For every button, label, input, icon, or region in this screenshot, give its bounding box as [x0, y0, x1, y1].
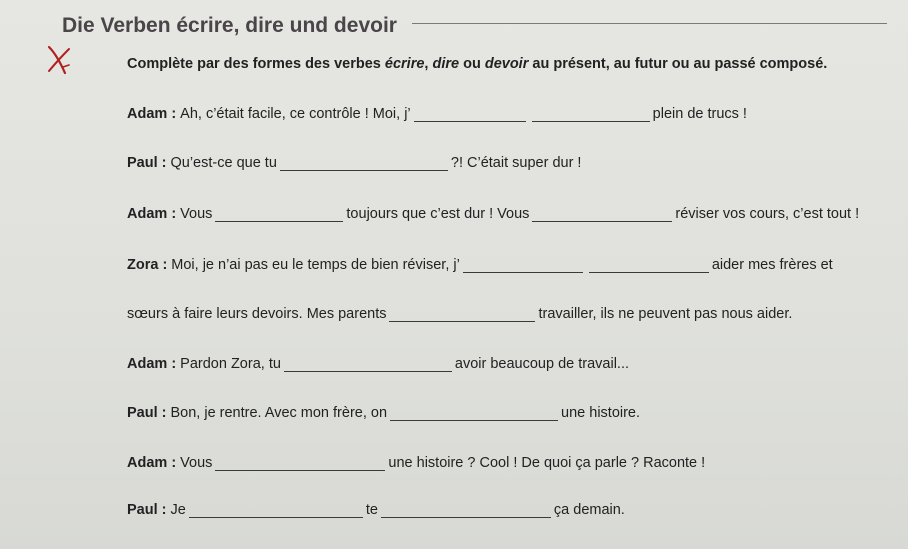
- answer-blank[interactable]: [589, 258, 709, 273]
- answer-blank[interactable]: [532, 107, 650, 122]
- line-text: Vous: [180, 206, 213, 222]
- line-text: ça demain.: [553, 502, 625, 518]
- answer-blank[interactable]: [381, 503, 551, 518]
- verb-ecrire: écrire: [384, 56, 425, 72]
- instruction-sep2: ou: [459, 56, 485, 72]
- line-text: plein de trucs !: [652, 106, 747, 122]
- line-text: réviser vos cours, c’est tout !: [675, 206, 860, 222]
- answer-blank[interactable]: [414, 107, 526, 122]
- verb-devoir: devoir: [484, 56, 529, 72]
- dialogue-line-3: [127, 206, 859, 222]
- line-text: toujours que c’est dur ! Vous: [346, 206, 530, 222]
- answer-blank[interactable]: [189, 503, 363, 518]
- answer-blank[interactable]: [463, 258, 583, 273]
- instruction-text: [127, 56, 827, 72]
- speaker-label: Adam :: [127, 206, 177, 222]
- answer-blank[interactable]: [532, 207, 672, 222]
- verb-dire: dire: [432, 56, 460, 72]
- line-text: ?! C’était super dur !: [450, 155, 582, 171]
- line-text: Qu’est-ce que tu: [170, 155, 277, 171]
- dialogue-line-6: [127, 356, 629, 372]
- dialogue-line-4: [127, 257, 833, 273]
- answer-blank[interactable]: [215, 207, 343, 222]
- dialogue-line-9: [127, 502, 625, 518]
- line-text: sœurs à faire leurs devoirs. Mes parents: [127, 306, 387, 322]
- line-text: aider mes frères et: [711, 257, 833, 273]
- line-text: Ah, c’était facile, ce contrôle ! Moi, j’: [180, 106, 411, 122]
- dialogue-line-2: [127, 155, 581, 171]
- answer-blank[interactable]: [390, 406, 558, 421]
- line-text: te: [365, 502, 378, 518]
- answer-blank[interactable]: [284, 357, 452, 372]
- speaker-label: Adam :: [127, 106, 177, 122]
- line-text: Vous: [180, 455, 213, 471]
- line-text: une histoire.: [561, 405, 641, 421]
- line-text: Bon, je rentre. Avec mon frère, on: [170, 405, 388, 421]
- answer-blank[interactable]: [389, 307, 535, 322]
- instruction-prefix: Complète par des formes des verbes: [127, 56, 385, 72]
- dialogue-line-7: [127, 405, 640, 421]
- dialogue-line-1: [127, 106, 747, 122]
- line-text: Moi, je n’ai pas eu le temps de bien réviser, j’: [171, 257, 460, 273]
- instruction-suffix: au présent, au futur ou au passé composé.: [528, 56, 828, 72]
- speaker-label: Paul :: [127, 405, 167, 421]
- instruction-sep1: ,: [424, 56, 433, 72]
- speaker-label: Adam :: [127, 455, 177, 471]
- dialogue-line-8: [127, 455, 705, 471]
- line-text: une histoire ? Cool ! De quoi ça parle ? Raconte !: [388, 455, 706, 471]
- exercise-title: Die Verben écrire, dire und devoir: [62, 14, 397, 37]
- speaker-label: Paul :: [127, 502, 167, 518]
- speaker-label: Adam :: [127, 356, 177, 372]
- line-text: travailler, ils ne peuvent pas nous aider.: [538, 306, 793, 322]
- line-text: Pardon Zora, tu: [180, 356, 281, 372]
- red-check-mark-icon: [43, 43, 75, 79]
- speaker-label: Paul :: [127, 155, 167, 171]
- dialogue-line-5: [127, 306, 792, 322]
- answer-blank[interactable]: [280, 156, 448, 171]
- line-text: avoir beaucoup de travail...: [454, 356, 630, 372]
- line-text: Je: [170, 502, 186, 518]
- answer-blank[interactable]: [215, 456, 385, 471]
- title-underline: [412, 23, 887, 24]
- speaker-label: Zora :: [127, 257, 168, 273]
